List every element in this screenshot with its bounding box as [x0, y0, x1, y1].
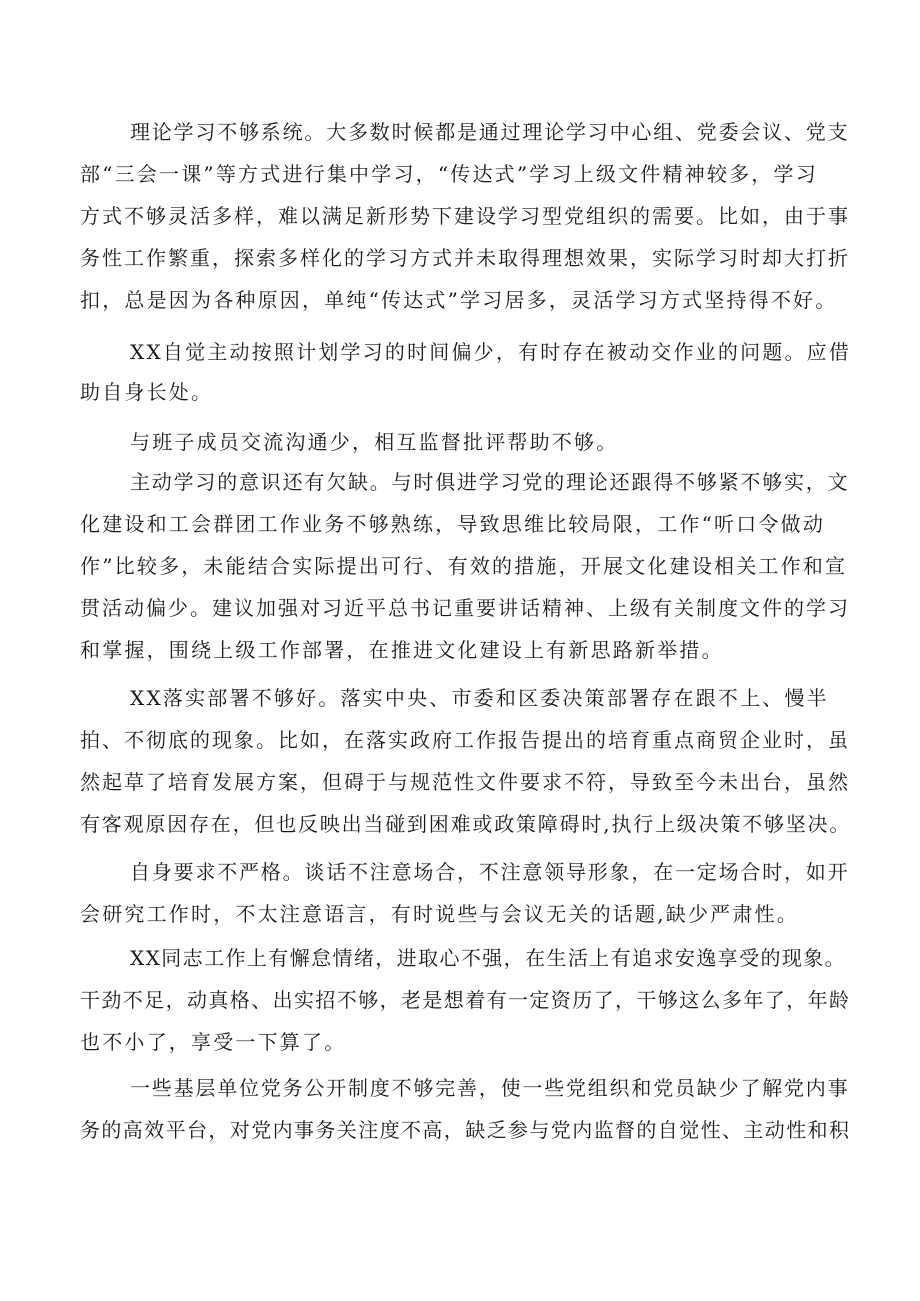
text-line: XX自觉主动按照计划学习的时间偏少，有时存在被动交作业的问题。应借 [130, 340, 852, 364]
text-line: 与班子成员交流沟通少，相互监督批评帮助不够。 [130, 430, 619, 454]
text-line: 然起草了培育发展方案，但碍于与规范性文件要求不符，导致至今未出台，虽然 [80, 770, 850, 794]
text-line: 化建设和工会群团工作业务不够熟练，导致思维比较局限，工作“听口令做动 [80, 512, 826, 536]
text-line: 扣，总是因为各种原因，单纯“传达式”学习居多，灵活学习方式坚持得不好。 [80, 288, 838, 312]
text-line: 务性工作繁重，探索多样化的学习方式并未取得理想效果，实际学习时却大打折 [80, 246, 850, 270]
text-line: XX同志工作上有懈怠情绪，进取心不强，在生活上有追求安逸享受的现象。 [130, 946, 847, 970]
text-line: 一些基层单位党务公开制度不够完善，使一些党组织和党员缺少了解党内事 [130, 1076, 850, 1100]
text-line: 部“三会一课”等方式进行集中学习，“传达式”学习上级文件精神较多，学习 [80, 162, 818, 186]
text-line: 会研究工作时，不太注意语言，有时说些与会议无关的话题,缺少严肃性。 [80, 902, 799, 926]
text-line: 理论学习不够系统。大多数时候都是通过理论学习中心组、党委会议、党支 [130, 120, 850, 144]
text-line: 也不小了，享受一下算了。 [80, 1030, 347, 1054]
text-line: 务的高效平台，对党内事务关注度不高，缺乏参与党内监督的自觉性、主动性和积 [80, 1118, 851, 1142]
text-line: 主动学习的意识还有欠缺。与时俱进学习党的理论还跟得不够紧不够实，文 [130, 470, 850, 494]
text-line: 自身要求不严格。谈话不注意场合，不注意领导形象，在一定场合时，如开 [130, 860, 850, 884]
text-line: 干劲不足，动真格、出实招不够，老是想着有一定资历了，干够这么多年了，年龄 [80, 988, 851, 1012]
text-line: 作”比较多，未能结合实际提出可行、有效的措施，开展文化建设相关工作和宣 [80, 554, 848, 578]
text-line: 和掌握，围绕上级工作部署，在推进文化建设上有新思路新举措。 [80, 638, 724, 662]
text-line: 方式不够灵活多样，难以满足新形势下建设学习型党组织的需要。比如，由于事 [80, 204, 850, 228]
text-line: 贯活动偏少。建议加强对习近平总书记重要讲话精神、上级有关制度文件的学习 [80, 596, 850, 620]
text-line: XX落实部署不够好。落实中央、市委和区委决策部署存在跟不上、慢半 [130, 686, 829, 710]
text-line: 拍、不彻底的现象。比如，在落实政府工作报告提出的培育重点商贸企业时，虽 [80, 728, 850, 752]
text-line: 有客观原因存在，但也反映出当碰到困难或政策障碍时,执行上级决策不够坚决。 [80, 812, 852, 836]
text-line: 助自身长处。 [80, 380, 214, 404]
